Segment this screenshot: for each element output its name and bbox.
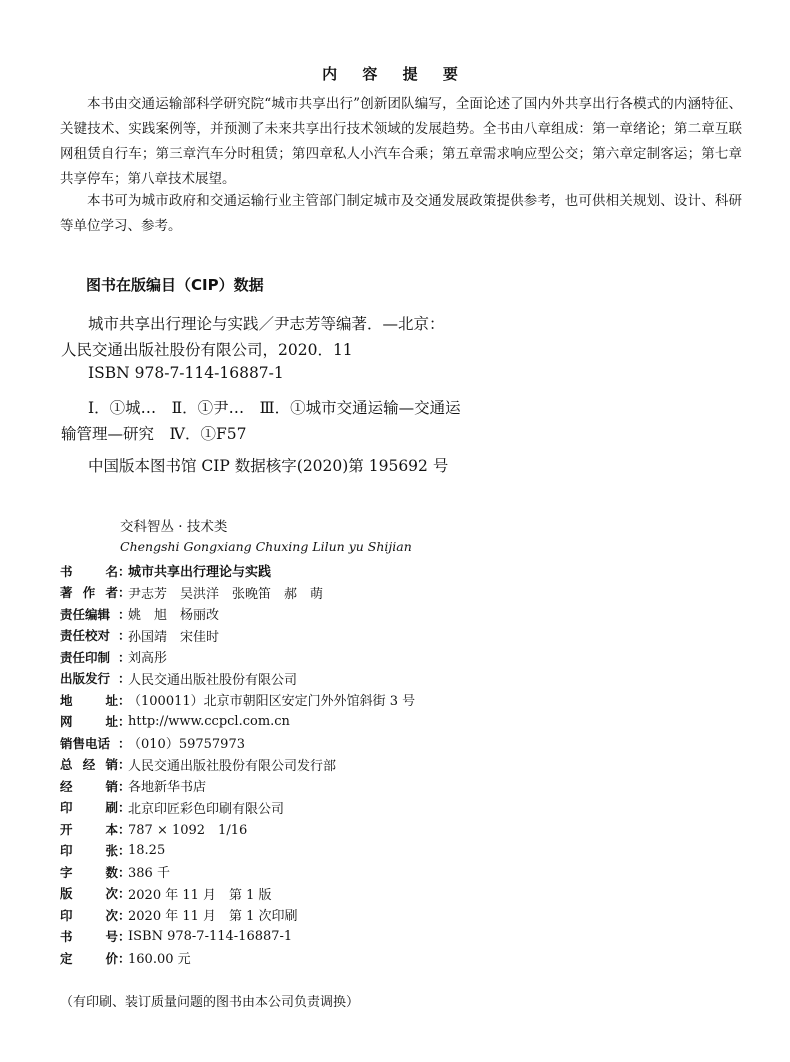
quality-note: （有印刷、装订质量问题的图书由本公司负责调换） (60, 995, 360, 1010)
info-row (60, 947, 740, 969)
info-value: 2020 年 11 月 第 1 版 (128, 887, 272, 903)
info-value: 人民交通出版社股份有限公司发行部 (128, 758, 337, 774)
summary-paragraph-2: 本书可为城市政府和交通运输行业主管部门制定城市及交通发展政策提供参考，也可供相关规划、设计、科研等单位学习、参考。 (60, 193, 742, 234)
info-colon: ： (118, 671, 131, 687)
info-label-char: 经 (60, 778, 73, 794)
info-label (60, 562, 118, 580)
info-value: 尹志芳 吴洪洋 张晚笛 郝 萌 (128, 586, 324, 602)
info-label-char: 责任编辑 (60, 606, 111, 622)
info-label-char: 地 (60, 692, 73, 708)
publication-info-table (60, 560, 740, 969)
info-value: http://www.ccpcl.com.cn (128, 713, 290, 729)
series-name: 交科智丛 · 技术类 (120, 519, 228, 535)
info-label (60, 884, 118, 902)
info-label-char: 名 (105, 563, 118, 579)
info-label (60, 927, 118, 945)
info-label-char: 刷 (105, 800, 118, 816)
info-colon: ： (118, 649, 131, 665)
info-value: 2020 年 11 月 第 1 次印刷 (128, 909, 298, 925)
info-label (60, 712, 118, 730)
cip-classification: Ⅰ．①城… Ⅱ．①尹… Ⅲ．①城市交通运输—交通运 (88, 399, 461, 417)
info-label-char: 次 (105, 907, 118, 923)
info-label-char: 销 (105, 757, 118, 773)
info-row (60, 732, 740, 754)
info-row (60, 689, 740, 711)
info-label (60, 669, 118, 687)
info-label-char: 印 (60, 800, 73, 816)
info-label-char: 定 (60, 950, 73, 966)
info-label (60, 626, 118, 644)
cip-heading: 图书在版编目（CIP）数据 (86, 276, 264, 294)
info-colon: ： (118, 800, 131, 816)
info-label (60, 841, 118, 859)
info-row (60, 840, 740, 862)
info-row (60, 926, 740, 948)
info-colon: ： (118, 821, 131, 837)
info-label-char: 开 (60, 821, 73, 837)
info-row (60, 883, 740, 905)
info-label-char: 号 (105, 929, 118, 945)
info-label (60, 777, 118, 795)
info-label (60, 820, 118, 838)
info-value: 姚 旭 杨丽改 (128, 608, 220, 624)
info-label-char: 数 (105, 864, 118, 880)
info-value: 北京印匠彩色印刷有限公司 (128, 801, 285, 817)
info-row (60, 625, 740, 647)
summary-paragraph-1: 本书由交通运输部科学研究院“城市共享出行”创新团队编写，全面论述了国内外共享出行各模式的内涵特征、关键技术、实践案例等，并预测了未来共享出行技术领域的发展趋势。全书由八章组成：第一章绪论；第二章互联网租赁自行车；第三章汽车分时租赁；第四章私人小汽车合乘；第五章需求响应型公交；第六章定制客运；第七章共享停车；第八章技术展望。 (60, 96, 742, 187)
info-row (60, 603, 740, 625)
info-value: 城市共享出行理论与实践 (128, 565, 272, 581)
info-label-char: 版 (60, 886, 73, 902)
info-colon: ： (118, 950, 131, 966)
info-row (60, 668, 740, 690)
info-label (60, 648, 118, 666)
info-label-char: 本 (105, 821, 118, 837)
cip-line: 人民交通出版社股份有限公司，2020．11 (61, 341, 353, 359)
info-row (60, 646, 740, 668)
info-label-char: 印 (60, 907, 73, 923)
info-label (60, 583, 118, 601)
info-row (60, 711, 740, 733)
cip-line: 城市共享出行理论与实践／尹志芳等编著．—北京： (88, 315, 445, 333)
info-row (60, 775, 740, 797)
info-label (60, 949, 118, 967)
info-colon: ： (118, 563, 131, 579)
info-label-char: 字 (60, 864, 73, 880)
info-value: （010）59757973 (128, 737, 245, 753)
info-row (60, 861, 740, 883)
info-label-char: 次 (105, 886, 118, 902)
info-colon: ： (118, 692, 131, 708)
info-value: 386 千 (128, 866, 170, 882)
info-label (60, 605, 118, 623)
info-label-char: 责任校对 (60, 628, 111, 644)
info-colon: ： (118, 843, 131, 859)
info-colon: ： (118, 886, 131, 902)
info-label-char: 著 (60, 585, 73, 601)
info-label-char: 印 (60, 843, 73, 859)
info-label (60, 734, 118, 752)
info-value: 18.25 (128, 842, 166, 858)
info-label-char: 址 (105, 714, 118, 730)
info-value: 孙国靖 宋佳时 (128, 629, 220, 645)
cip-isbn: ISBN 978-7-114-16887-1 (88, 364, 284, 382)
info-label (60, 798, 118, 816)
title-pinyin: Chengshi Gongxiang Chuxing Lilun yu Shijian (120, 539, 412, 554)
info-value: 各地新华书店 (128, 780, 207, 796)
info-value: 787 × 1092 1/16 (128, 823, 248, 839)
info-label (60, 906, 118, 924)
info-label (60, 691, 118, 709)
info-label-char: 张 (105, 843, 118, 859)
info-row (60, 754, 740, 776)
info-value: ISBN 978-7-114-16887-1 (128, 928, 293, 944)
info-label-char: 书 (60, 563, 73, 579)
info-label (60, 863, 118, 881)
info-label-char: 价 (105, 950, 118, 966)
info-colon: ： (118, 628, 131, 644)
info-row (60, 797, 740, 819)
info-label-char: 者 (105, 585, 118, 601)
info-colon: ： (118, 864, 131, 880)
info-label-char: 总 (60, 757, 73, 773)
info-label-char: 经 (82, 757, 96, 773)
info-colon: ： (118, 778, 131, 794)
info-label-char: 作 (82, 585, 96, 601)
info-value: 刘高彤 (128, 651, 168, 667)
info-colon: ： (118, 907, 131, 923)
info-label (60, 755, 118, 773)
info-label-char: 书 (60, 929, 73, 945)
summary-title: 内 容 提 要 (322, 65, 468, 83)
cip-classification: 输管理—研究 Ⅳ．①F57 (61, 425, 247, 443)
info-label-char: 网 (60, 714, 73, 730)
info-colon: ： (118, 606, 131, 622)
info-colon: ： (118, 585, 131, 601)
info-row (60, 818, 740, 840)
info-value: （100011）北京市朝阳区安定门外外馆斜街 3 号 (128, 694, 416, 710)
info-label-char: 销 (105, 778, 118, 794)
info-label-char: 址 (105, 692, 118, 708)
info-colon: ： (118, 735, 131, 751)
info-row (60, 904, 740, 926)
info-label-char: 责任印制 (60, 649, 111, 665)
info-value: 人民交通出版社股份有限公司 (128, 672, 298, 688)
info-colon: ： (118, 757, 131, 773)
info-row (60, 560, 740, 582)
info-value: 160.00 元 (128, 952, 191, 968)
info-colon: ： (118, 929, 131, 945)
info-label-char: 销售电话 (60, 735, 111, 751)
cip-record-number: 中国版本图书馆 CIP 数据核字(2020)第 195692 号 (88, 457, 449, 475)
info-row (60, 582, 740, 604)
info-colon: ： (118, 714, 131, 730)
info-label-char: 出版发行 (60, 671, 111, 687)
